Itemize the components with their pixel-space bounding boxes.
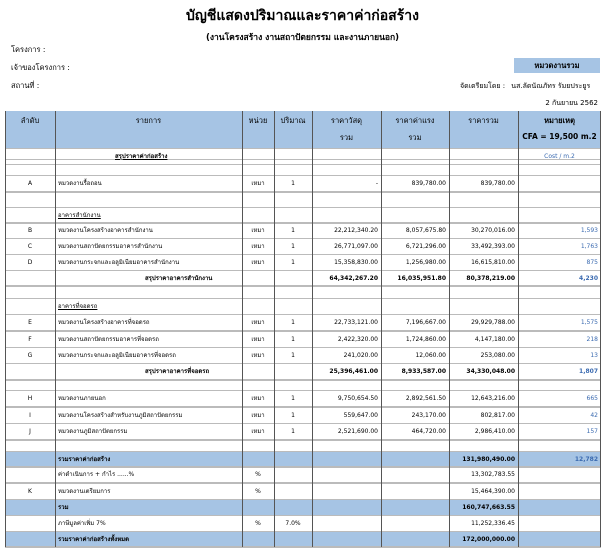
cell-qty: 1 [291, 395, 295, 402]
cell-labor: 7,196,667.00 [405, 319, 446, 326]
row-divider [5, 207, 601, 208]
cell-total: 16,615,810.00 [471, 259, 515, 266]
row-divider [5, 347, 601, 348]
cell-item: รวมราคาค่าก่อสร้าง [58, 456, 111, 463]
cell-note: 1,763 [580, 243, 598, 250]
cell-item: สรุปราคาอาคารสำนักงาน [145, 275, 213, 282]
row-divider [5, 423, 601, 424]
page-subtitle: (งานโครงสร้าง งานสถาปัตยกรรม และงานภายนอก) [205, 33, 400, 43]
owner-label: เจ้าของโครงการ : [11, 63, 70, 72]
cell-unit: เหมา [251, 319, 265, 326]
cell-total: 34,330,048.00 [466, 368, 515, 375]
cell-item: หมวดงานกระจกและอลูมิเนียมอาคารสำนักงาน [58, 259, 180, 266]
row-divider [5, 238, 601, 239]
cell-labor: 8,057,675.80 [405, 227, 446, 234]
cell-no: F [28, 336, 32, 343]
header-total: ราคารวม [468, 116, 499, 125]
cell-no: I [29, 412, 31, 419]
row-divider [5, 363, 601, 364]
cell-unit: เหมา [251, 352, 265, 359]
cell-material: 64,342,267.20 [329, 275, 378, 282]
cell-unit: เหมา [251, 395, 265, 402]
cell-material: 22,733,121.00 [334, 319, 378, 326]
row-divider [5, 223, 601, 224]
cell-labor: 12,060.00 [415, 352, 446, 359]
cell-unit: เหมา [251, 243, 265, 250]
row-divider [5, 148, 601, 149]
cell-no: K [28, 488, 32, 495]
row-divider [5, 515, 601, 516]
column-divider [274, 111, 275, 547]
row-divider [5, 440, 601, 441]
row-divider [5, 285, 601, 286]
cell-total: 2,986,410.00 [474, 428, 515, 435]
cell-total: 253,080.00 [480, 352, 515, 359]
header-note: หมายเหตุ [544, 116, 575, 125]
cell-qty: 1 [291, 227, 295, 234]
cell-labor: 6,721,296.00 [405, 243, 446, 250]
cell-note: 13 [590, 352, 598, 359]
column-divider [5, 111, 6, 547]
cell-unit: เหมา [251, 412, 265, 419]
cell-no: D [27, 259, 33, 266]
row-divider [5, 298, 601, 299]
row-divider [5, 466, 601, 467]
cell-qty: 1 [291, 428, 295, 435]
cell-total: 160,747,663.55 [462, 504, 515, 511]
cell-qty: 1 [291, 319, 295, 326]
cell-material: 26,771,097.00 [334, 243, 378, 250]
cell-item: หมวดงานเตรียมการ [58, 488, 111, 495]
location-label: สถานที่ : [11, 81, 40, 90]
row-divider [5, 331, 601, 332]
column-divider [55, 111, 56, 547]
cell-unit: เหมา [251, 336, 265, 343]
project-label: โครงการ : [11, 45, 46, 54]
prepared-by-label: จัดเตรียมโดย : [460, 82, 506, 90]
cell-unit: เหมา [251, 180, 265, 187]
row-divider [5, 254, 601, 255]
cell-item: รวมราคาค่าก่อสร้างทั้งหมด [58, 536, 130, 543]
column-divider [381, 111, 382, 547]
column-divider [312, 111, 313, 547]
header-material-sub: รวม [339, 133, 354, 142]
preparer-name: นส.ลัดนัณภัทร รัมยประยูร [511, 82, 591, 90]
cell-qty: 1 [291, 180, 295, 187]
cell-item: อาคารที่จอดรถ [58, 303, 98, 310]
cell-item: หมวดงานโครงสร้างสำหรับงานภูมิสถาปัตยกรรม [58, 412, 183, 419]
cell-no: A [27, 180, 33, 187]
cell-item: ภาษีมูลค่าเพิ่ม 7% [58, 520, 106, 527]
cell-note: 12,782 [574, 456, 598, 463]
header-no: ลำดับ [20, 116, 40, 125]
cell-no: G [27, 352, 33, 359]
cell-note: 4,230 [579, 275, 598, 282]
cost-table [5, 111, 601, 547]
cell-item: หมวดงานสถาปัตยกรรมอาคารที่จอดรถ [58, 336, 159, 343]
row-divider [5, 483, 601, 484]
cell-no: B [27, 227, 33, 234]
cell-note: 157 [586, 428, 598, 435]
cell-note: 1,807 [579, 368, 598, 375]
header-qty: ปริมาณ [280, 116, 306, 125]
cell-material: 2,521,690.00 [337, 428, 378, 435]
row-divider [5, 390, 601, 391]
cell-unit: % [255, 471, 261, 478]
cell-total: 11,252,336.45 [471, 520, 515, 527]
cell-total: 33,492,393.00 [471, 243, 515, 250]
cell-note: 218 [586, 336, 598, 343]
cell-item: หมวดงานโครงสร้างอาคารสำนักงาน [58, 227, 153, 234]
column-divider [449, 111, 450, 547]
cell-total: 12,643,216.00 [471, 395, 515, 402]
column-divider [518, 111, 519, 547]
cell-item: หมวดงานกระจกและอลูมิเนียมอาคารที่จอดรถ [58, 352, 176, 359]
cell-material: 22,212,340.20 [334, 227, 378, 234]
header-material: ราคาวัสดุ [330, 116, 363, 125]
cell-qty: 1 [291, 352, 295, 359]
cell-total: 13,302,783.55 [471, 471, 515, 478]
row-divider [5, 451, 601, 452]
cell-qty: 1 [291, 412, 295, 419]
row-divider [5, 222, 601, 223]
cell-material: 25,396,461.00 [329, 368, 378, 375]
cell-total: 15,464,390.00 [471, 488, 515, 495]
row-divider [5, 546, 601, 547]
column-divider [600, 111, 601, 547]
cell-material: - [375, 180, 378, 187]
row-divider [5, 407, 601, 408]
row-divider [5, 314, 601, 315]
cell-item: สรุปราคาค่าก่อสร้าง [115, 153, 168, 160]
cell-labor: 2,892,561.50 [405, 395, 446, 402]
row-divider [5, 164, 601, 165]
cell-no: H [27, 395, 33, 402]
cell-total: 839,780.00 [480, 180, 515, 187]
cell-material: 559,647.00 [343, 412, 378, 419]
cell-note: 665 [586, 395, 598, 402]
cell-item: รวม [58, 504, 69, 511]
header-cfa: CFA = 19,500 m.2 [522, 132, 597, 141]
cell-note: Cost / m.2 [544, 153, 575, 160]
cell-note: 42 [590, 412, 598, 419]
header-unit: หน่วย [248, 116, 268, 125]
cell-no: J [29, 428, 31, 435]
cell-qty: 1 [291, 336, 295, 343]
row-divider [5, 175, 601, 176]
cell-unit: เหมา [251, 428, 265, 435]
cell-unit: เหมา [251, 259, 265, 266]
cell-item: หมวดงานโครงสร้างอาคารที่จอดรถ [58, 319, 150, 326]
cell-no: E [28, 319, 32, 326]
cell-unit: เหมา [251, 227, 265, 234]
row-divider [5, 467, 601, 468]
cell-total: 131,980,490.00 [462, 456, 515, 463]
cell-material: 241,020.00 [343, 352, 378, 359]
cell-qty: 1 [291, 243, 295, 250]
cell-item: หมวดงานสถาปัตยกรรมอาคารสำนักงาน [58, 243, 163, 250]
cell-note: 875 [586, 259, 598, 266]
row-divider [5, 159, 601, 160]
category-box: หมวดงานรวม [514, 58, 600, 73]
cell-total: 29,929,788.00 [471, 319, 515, 326]
cell-labor: 839,780.00 [411, 180, 446, 187]
cell-labor: 8,933,587.00 [401, 368, 446, 375]
cell-labor: 243,170.00 [411, 412, 446, 419]
cell-qty: 1 [291, 259, 295, 266]
cell-total: 30,270,016.00 [471, 227, 515, 234]
header-labor-sub: รวม [408, 133, 422, 142]
cell-note: 1,593 [580, 227, 598, 234]
document-date: 2 กันยายน 2562 [545, 99, 598, 107]
prepared-by [460, 81, 590, 92]
cell-labor: 1,724,860.00 [405, 336, 446, 343]
cell-item: ค่าดำเนินการ + กำไร ......% [58, 471, 135, 478]
header-item: รายการ [135, 116, 162, 125]
cell-item: หมวดงานภูมิสถาปัตยกรรม [58, 428, 128, 435]
row-divider [5, 192, 601, 193]
header-labor: ราคาค่าแรง [395, 116, 435, 125]
cell-no: C [27, 243, 33, 250]
cell-note: 1,575 [580, 319, 598, 326]
cell-material: 15,358,830.00 [334, 259, 378, 266]
row-divider [5, 499, 601, 500]
cell-qty: 7.0% [285, 520, 301, 527]
row-divider [5, 270, 601, 271]
cell-labor: 1,256,980.00 [405, 259, 446, 266]
cell-total: 802,817.00 [480, 412, 515, 419]
row-divider [5, 286, 601, 287]
cell-total: 80,378,219.00 [466, 275, 515, 282]
row-divider [5, 380, 601, 381]
column-divider [242, 111, 243, 547]
row-divider [5, 547, 601, 548]
cell-labor: 464,720.00 [411, 428, 446, 435]
page-title: บัญชีแสดงปริมาณและราคาค่าก่อสร้าง [186, 8, 419, 24]
cell-item: อาคารสำนักงาน [58, 212, 101, 219]
row-divider [5, 531, 601, 532]
cell-item: หมวดงานรื้อถอน [58, 180, 102, 187]
cell-item: หมวดงานภายนอก [58, 395, 106, 402]
cell-unit: % [255, 488, 261, 495]
cell-unit: % [255, 520, 261, 527]
cell-item: สรุปราคาอาคารที่จอดรถ [145, 368, 210, 375]
cell-labor: 16,035,951.80 [397, 275, 446, 282]
cell-material: 2,422,320.00 [337, 336, 378, 343]
cell-total: 4,147,180.00 [474, 336, 515, 343]
cell-material: 9,750,654.50 [337, 395, 378, 402]
cell-total: 172,000,000.00 [462, 536, 515, 543]
